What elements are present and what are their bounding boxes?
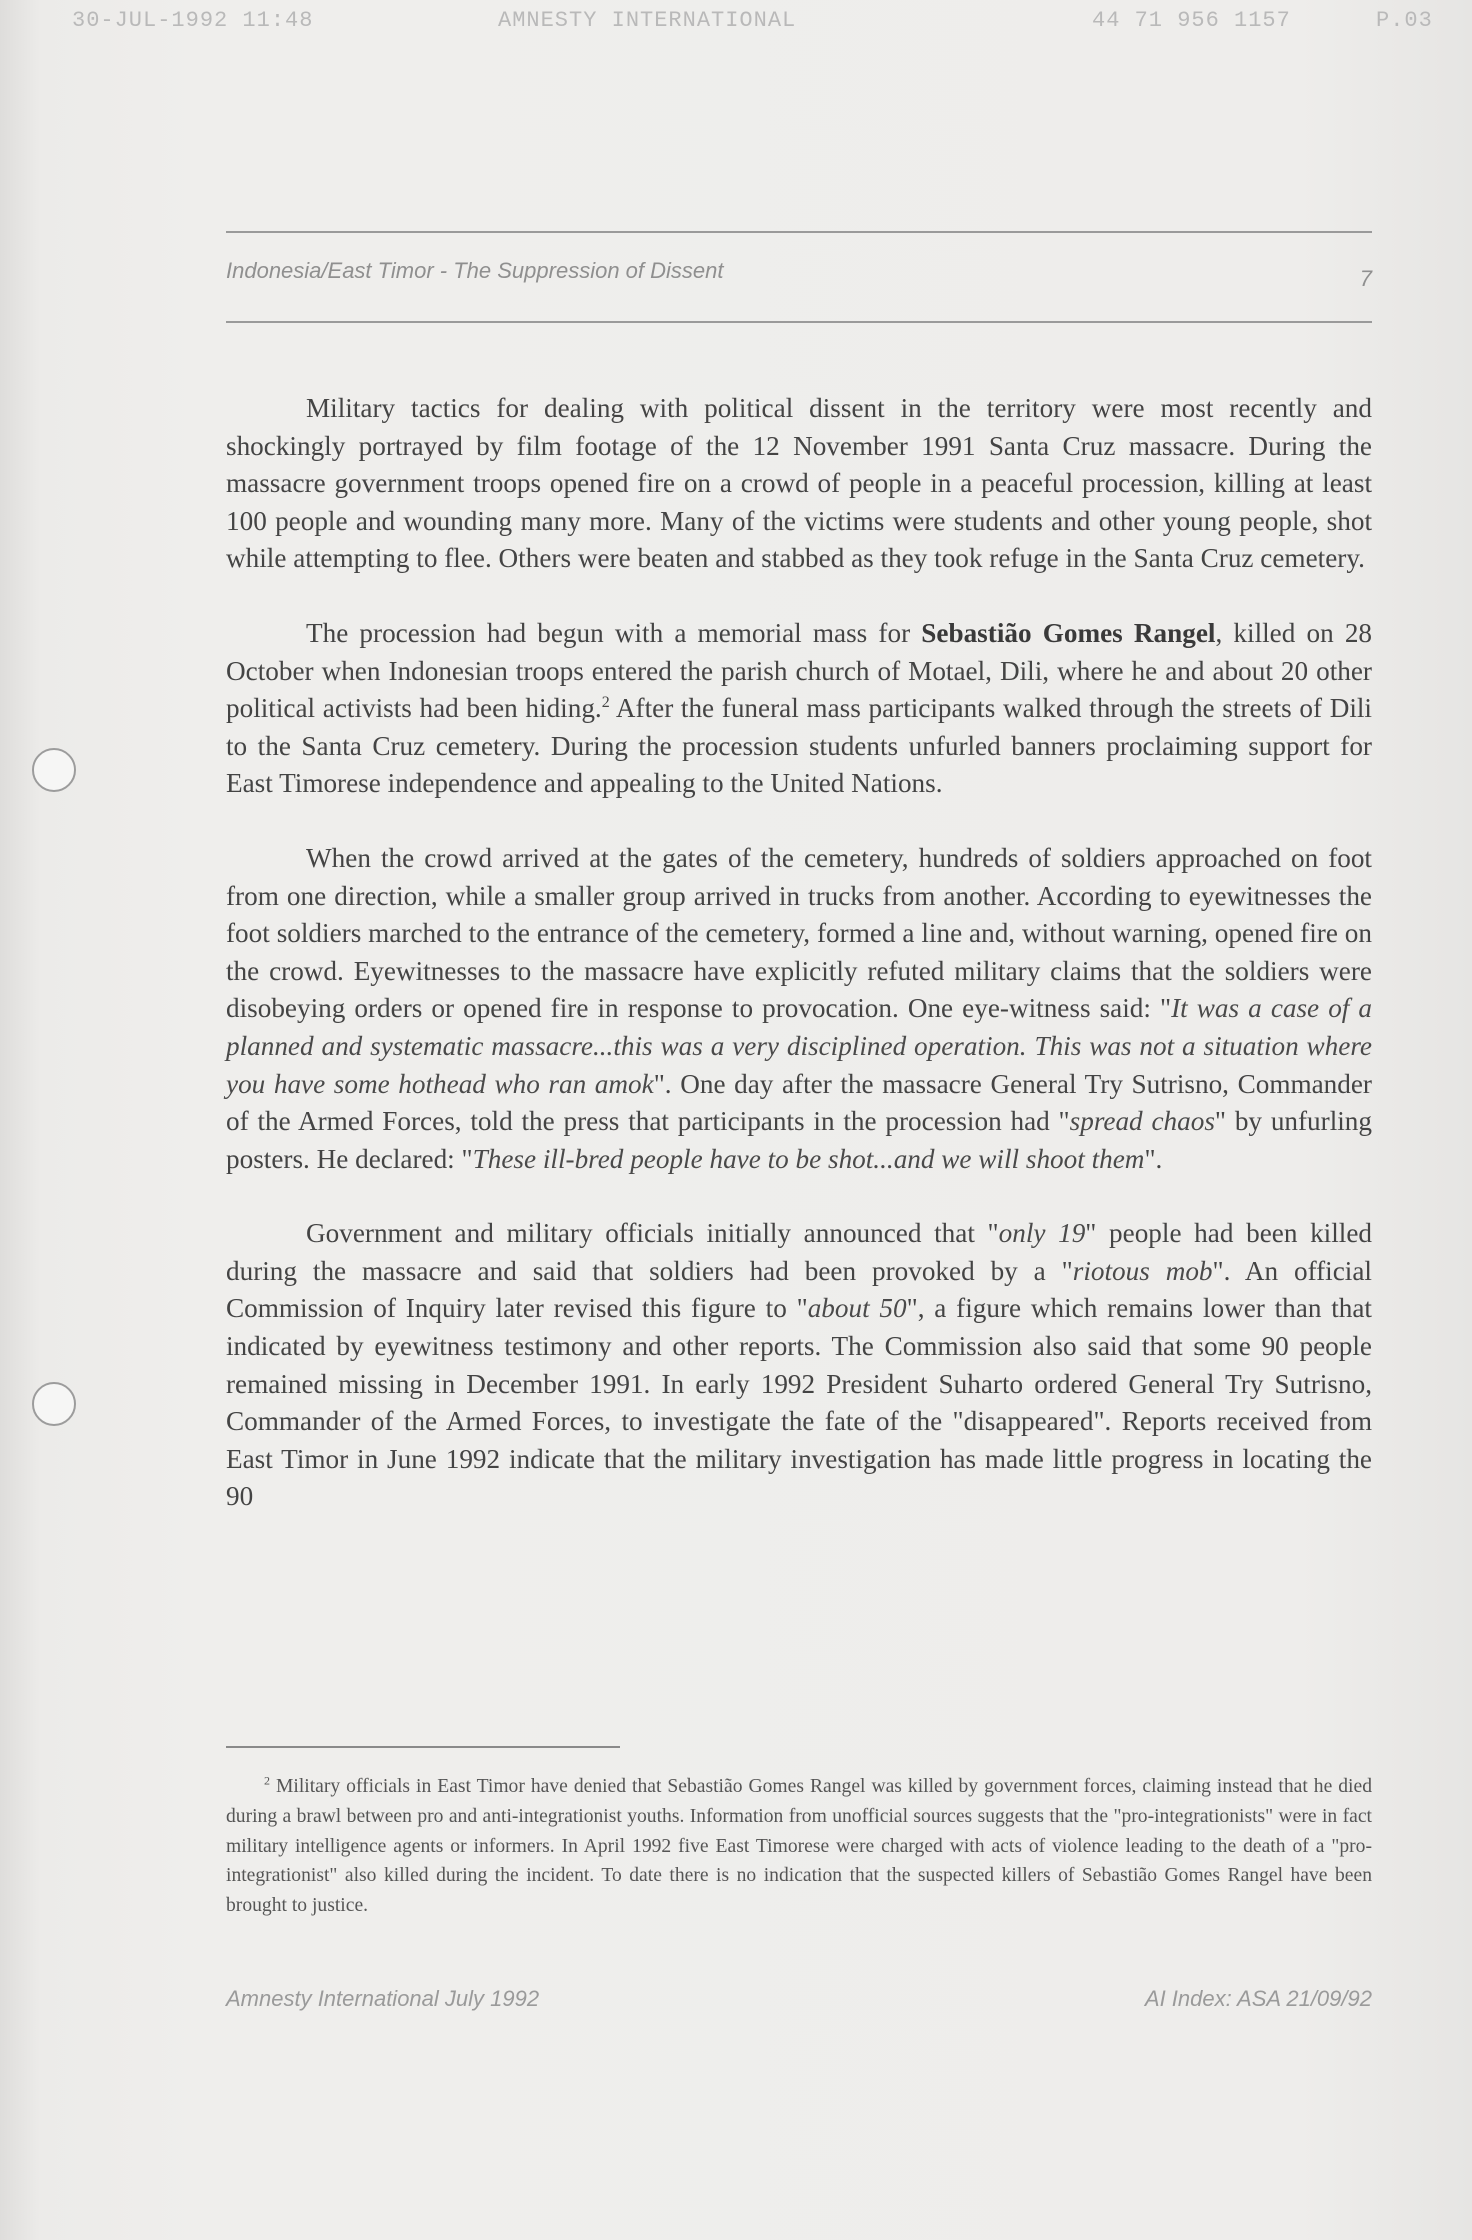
paragraph-4-text-c: ". An official Commission of Inquiry later revised this figure to " bbox=[226, 1255, 1372, 1324]
paragraph-4 bbox=[226, 1215, 1372, 1516]
footer-publisher-date: Amnesty International July 1992 bbox=[226, 1986, 540, 2011]
fax-date-time: 30-JUL-1992 11:48 bbox=[72, 8, 314, 33]
fax-phone-number: 44 71 956 1157 bbox=[1092, 8, 1291, 33]
spread-chaos-quote: spread chaos bbox=[1069, 1106, 1215, 1137]
fax-header bbox=[0, 4, 1472, 40]
only-19-quote: only 19 bbox=[998, 1218, 1086, 1249]
footnote bbox=[226, 1772, 1372, 1921]
page-number: 7 bbox=[1359, 266, 1372, 291]
paragraph-3-text-d: ". bbox=[1144, 1143, 1163, 1174]
footnote-text: Military officials in East Timor have denied that Sebastião Gomes Rangel was killed by government forces, claiming instead that he died during a brawl between pro and anti-integrationist youths. Information from unofficial sources suggests that the "pro-integrationists" were in fact military intelligence agents or informers. In April 1992 five East Timorese were charged with acts of violence leading to the death of a "pro-integrationist" also killed during the incident. To date there is no indication that the suspected killers of Sebastião Gomes Rangel have been brought to justice. bbox=[226, 1776, 1372, 1917]
punch-hole-upper bbox=[32, 748, 76, 792]
about-50-quote: about 50 bbox=[807, 1293, 907, 1324]
header-rule-top bbox=[226, 231, 1372, 233]
footnote-reference: 2 bbox=[601, 694, 610, 712]
paragraph-1-text: Military tactics for dealing with political dissent in the territory were most recently and shockingly portrayed by film footage of the 12 November 1991 Santa Cruz massacre. During the massacre government troops opened fire on a crowd of people in a peaceful procession, killing at least 100 people and wounding many more. Many of the victims were students and other young people, shot while attempting to flee. Others were beaten and stabbed as they took refuge in the Santa Cruz cemetery. bbox=[226, 393, 1372, 574]
footer-ai-index: AI Index: ASA 21/09/92 bbox=[1144, 1986, 1372, 2011]
paragraph-3-text-b: ". One day after the massacre General Try Sutrisno, Commander of the Armed Forces, told the press that participants in the procession had " bbox=[226, 1068, 1372, 1137]
fax-page-number: P.03 bbox=[1376, 8, 1433, 33]
paragraph-4-text-d: ", a figure which remains lower than that indicated by eyewitness testimony and other reports. The Commission also said that some 90 people remained missing in December 1991. In early 1992 President Suharto ordered General Try Sutrisno, Commander of the Armed Forces, to investigate the fate of the "disappeared". Reports received from East Timor in June 1992 indicate that the military investigation has made little progress in locating the 90 bbox=[226, 1293, 1372, 1512]
body-text bbox=[226, 390, 1372, 1553]
paragraph-1 bbox=[226, 390, 1372, 578]
paragraph-3-text-c: " by unfurling posters. He declared: " bbox=[226, 1106, 1372, 1174]
punch-hole-lower bbox=[32, 1382, 76, 1426]
running-head-title: Indonesia/East Timor - The Suppression of Dissent bbox=[226, 258, 724, 283]
riotous-mob-quote: riotous mob bbox=[1072, 1255, 1213, 1286]
eyewitness-quote: It was a case of a planned and systematic massacre...this was a very disciplined operation. This was not a situation where you have some hothead who ran amok bbox=[226, 993, 1372, 1099]
header-rule-bottom bbox=[226, 321, 1372, 323]
paragraph-3 bbox=[226, 840, 1372, 1178]
paragraph-2-text-c: After the funeral mass participants walked through the streets of Dili to the Santa Cruz cemetery. During the procession students unfurled banners proclaiming support for East Timorese independence and appealing to the United Nations. bbox=[226, 693, 1372, 799]
paragraph-4-text-a: Government and military officials initially announced that " bbox=[306, 1218, 999, 1249]
paragraph-2-text-a: The procession had begun with a memorial mass for bbox=[306, 617, 922, 648]
page-footer bbox=[226, 1986, 1372, 2016]
paragraph-2 bbox=[226, 615, 1372, 803]
fax-sender: AMNESTY INTERNATIONAL bbox=[498, 8, 797, 33]
footnote-separator bbox=[226, 1746, 620, 1748]
paragraph-3-text-a: When the crowd arrived at the gates of the cemetery, hundreds of soldiers approached on foot from one direction, while a smaller group arrived in trucks from another. According to eyewitnesses the foot soldiers marched to the entrance of the cemetery, formed a line and, without warning, opened fire on the crowd. Eyewitnesses to the massacre have explicitly refuted military claims that the soldiers were disobeying orders or opened fire in response to provocation. One eye-witness said: " bbox=[226, 842, 1372, 1024]
victim-name: Sebastião Gomes Rangel bbox=[921, 617, 1216, 648]
paragraph-2-text-b: , killed on 28 October when Indonesian troops entered the parish church of Motael, Dili, where he and about 20 other political activists had been hiding. bbox=[226, 617, 1373, 724]
footnote-marker: 2 bbox=[264, 1773, 270, 1788]
general-quote: These ill-bred people have to be shot...and we will shoot them bbox=[472, 1143, 1145, 1174]
paragraph-4-text-b: " people had been killed during the massacre and said that soldiers had been provoked by a " bbox=[226, 1218, 1372, 1286]
